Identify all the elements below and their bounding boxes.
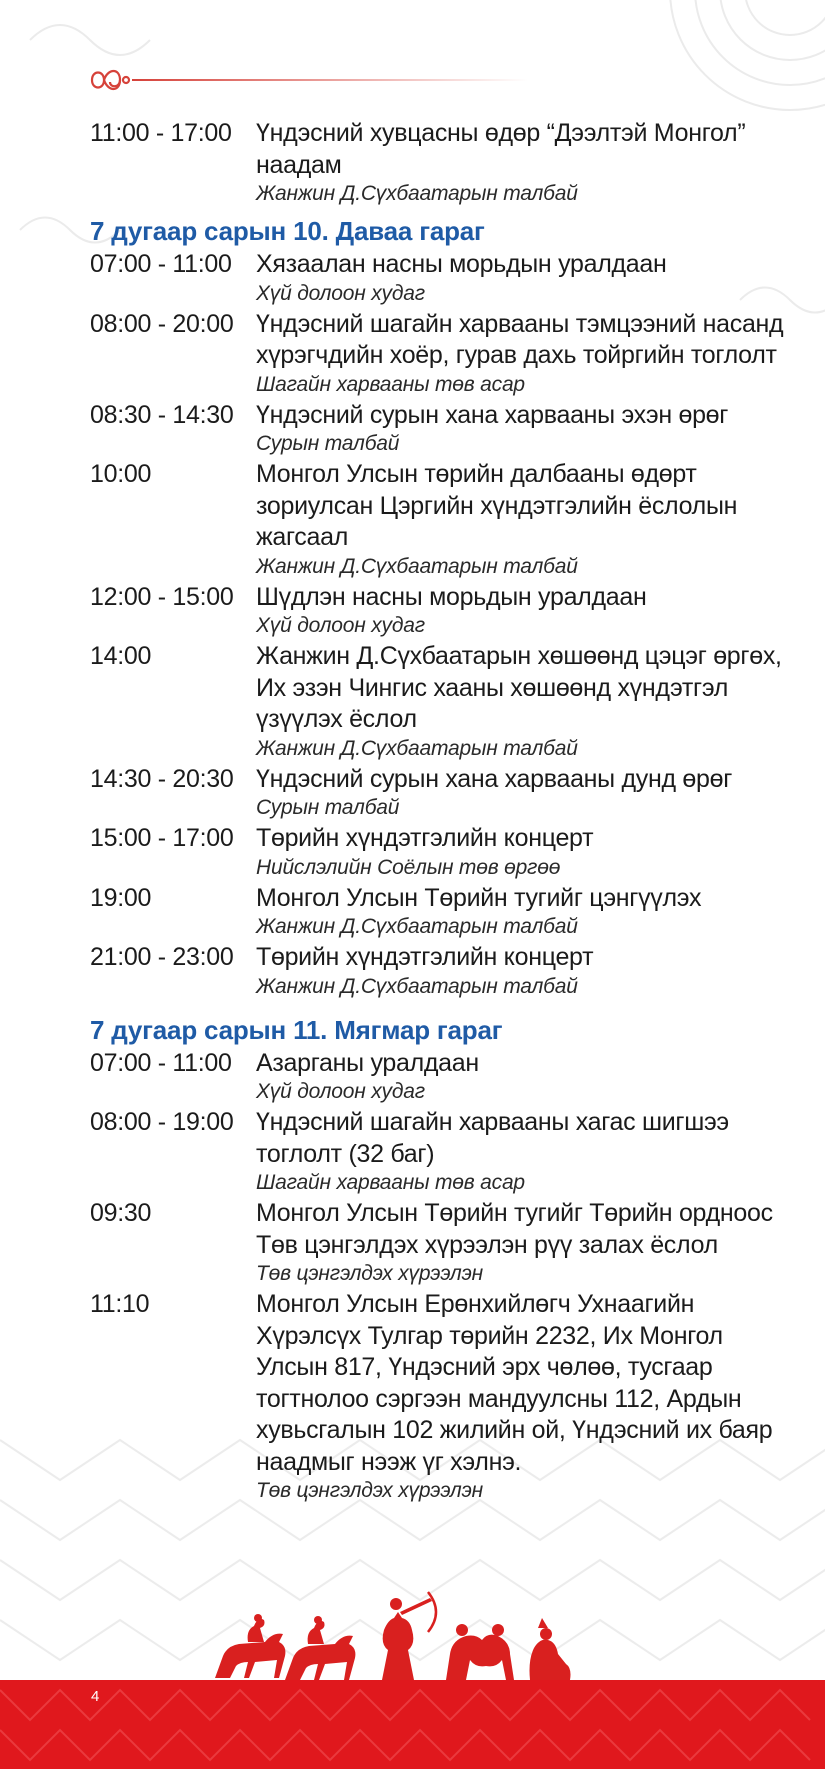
schedule-event [90, 942, 790, 1000]
event-time: 07:00 - 11:00 [90, 1048, 232, 1077]
event-time: 15:00 - 17:00 [90, 824, 234, 852]
event-place: Сурын талбай [256, 432, 400, 455]
schedule-content [90, 118, 790, 1506]
event-time: 11:10 [90, 1290, 150, 1318]
event-place: Хүй долоон худаг [256, 281, 425, 305]
event-details [256, 823, 790, 881]
event-details [256, 1048, 790, 1106]
event-place: Шагайн харвааны төв асар [256, 372, 525, 396]
event-details [256, 582, 790, 640]
event-place: Жанжин Д.Сүхбаатарын талбай [256, 915, 578, 938]
event-time: 10:00 [90, 460, 152, 488]
event-time: 19:00 [90, 883, 152, 912]
event-time: 14:00 [90, 642, 152, 670]
event-title: Үндэсний шагайн харвааны тэмцээний насанд хүрэгчдийн хоёр, гурав дахь тойргийн тоглолт [256, 309, 784, 369]
event-place: Төв цэнгэлдэх хүрээлэн [256, 1479, 483, 1502]
event-title: Монгол Улсын Төрийн тугийг Төрийн ордноос Төв цэнгэлдэх хүрээлэн рүү залах ёслол [256, 1199, 773, 1259]
event-title: Хязаалан насны морьдын уралдаан [256, 250, 667, 278]
event-place: Шагайн харвааны төв асар [256, 1171, 525, 1194]
event-details [256, 1107, 790, 1196]
event-title: Үндэсний шагайн харвааны хагас шигшээ тоглолт (32 баг) [256, 1108, 729, 1168]
event-details [256, 1198, 790, 1287]
event-details [256, 118, 790, 207]
event-title: Төрийн хүндэтгэлийн концерт [256, 943, 594, 971]
footer-band [0, 1680, 825, 1769]
event-place: Сурын талбай [256, 796, 400, 819]
event-place: Хүй долоон худаг [256, 1080, 425, 1103]
event-title: Монгол Улсын Төрийн тугийг цэнгүүлэх [256, 883, 702, 912]
event-details [256, 1289, 790, 1504]
event-title: Үндэсний сурын хана харвааны дунд өрөг [256, 764, 733, 793]
event-time: 21:00 - 23:00 [90, 943, 234, 971]
event-details [256, 309, 790, 398]
schedule-event [90, 1107, 790, 1196]
event-place: Төв цэнгэлдэх хүрээлэн [256, 1262, 483, 1285]
event-title: Шүдлэн насны морьдын уралдаан [256, 582, 647, 611]
event-details [256, 764, 790, 822]
naadam-silhouettes-illustration [210, 1590, 610, 1680]
event-title: Монгол Улсын Ерөнхийлөгч Ухнаагийн Хүрэлсүх Тулгар төрийн 2232, Их Монгол Улсын 817, Үндэсний эрх чөлөө, тусгаар тогтнолоо сэргээн мандуулсны 112, Ардын хувьсгалын 102 жилийн ой, Үндэсний их баяр наадмыг нээж үг хэлнэ. [256, 1290, 773, 1476]
schedule-event [90, 1048, 790, 1106]
schedule-event [90, 764, 790, 822]
schedule-event [90, 249, 790, 307]
schedule-event [90, 641, 790, 762]
event-details [256, 942, 790, 1000]
event-place: Хүй долоон худаг [256, 614, 425, 637]
day-header: 7 дугаар сарын 10. Даваа гараг [90, 216, 485, 246]
schedule-event [90, 1289, 790, 1504]
event-details [256, 459, 790, 580]
event-time: 11:00 - 17:00 [90, 119, 232, 147]
event-place: Жанжин Д.Сүхбаатарын талбай [256, 974, 578, 998]
schedule-event [90, 118, 790, 207]
event-time: 12:00 - 15:00 [90, 582, 234, 611]
event-title: Үндэсний хувцасны өдөр “Дээлтэй Монгол” наадам [256, 119, 746, 179]
event-details [256, 883, 790, 941]
event-details [256, 641, 790, 762]
schedule-event [90, 823, 790, 881]
schedule-event [90, 309, 790, 398]
footer-pattern [0, 1680, 825, 1769]
schedule-event [90, 883, 790, 941]
event-time: 09:30 [90, 1199, 152, 1227]
ornament-divider [88, 62, 528, 98]
event-title: Азарганы уралдаан [256, 1048, 479, 1077]
event-title: Үндэсний сурын хана харвааны эхэн өрөг [256, 400, 729, 429]
page-number: 4 [91, 1688, 100, 1705]
event-place: Жанжин Д.Сүхбаатарын талбай [256, 554, 578, 578]
schedule-event [90, 400, 790, 458]
schedule-event [90, 582, 790, 640]
event-title: Төрийн хүндэтгэлийн концерт [256, 824, 594, 852]
event-place: Жанжин Д.Сүхбаатарын талбай [256, 736, 578, 760]
schedule-event [90, 1198, 790, 1287]
event-time: 08:30 - 14:30 [90, 400, 234, 429]
event-time: 08:00 - 20:00 [90, 309, 234, 338]
event-time: 07:00 - 11:00 [90, 250, 232, 278]
event-title: Монгол Улсын төрийн далбааны өдөрт зориулсан Цэргийн хүндэтгэлийн ёслолын жагсаал [256, 460, 738, 551]
event-title: Жанжин Д.Сүхбаатарын хөшөөнд цэцэг өргөх, Их эзэн Чингис хааны хөшөөнд хүндэтгэл үзүүлэх ёслол [256, 642, 782, 733]
event-time: 14:30 - 20:30 [90, 764, 234, 793]
event-place: Нийслэлийн Соёлын төв өргөө [256, 855, 561, 879]
event-place: Жанжин Д.Сүхбаатарын талбай [256, 182, 578, 205]
day-header: 7 дугаар сарын 11. Мягмар гараг [90, 1014, 503, 1045]
schedule-event [90, 459, 790, 580]
event-time: 08:00 - 19:00 [90, 1108, 234, 1136]
event-details [256, 400, 790, 458]
event-details [256, 249, 790, 307]
